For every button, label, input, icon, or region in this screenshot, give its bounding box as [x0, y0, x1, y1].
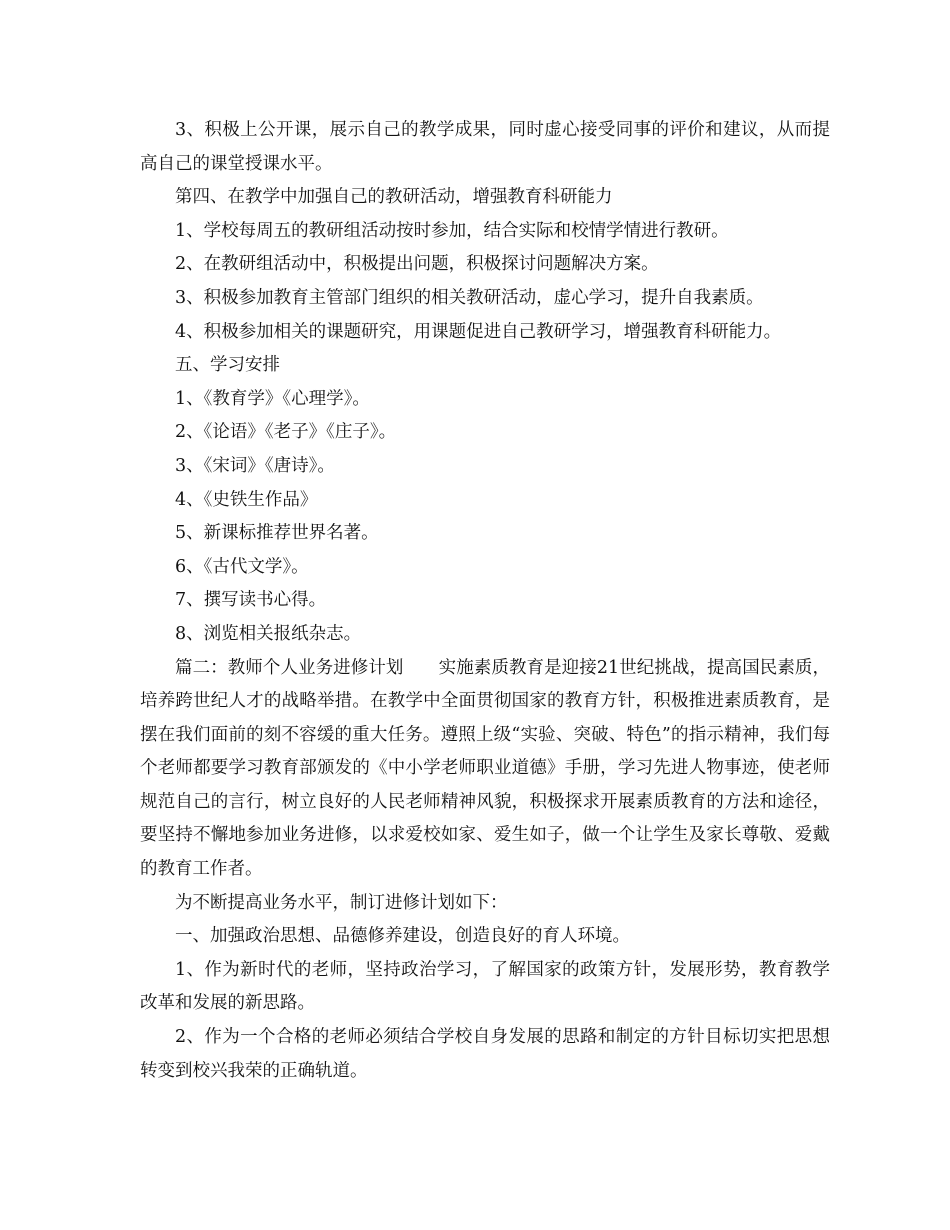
document-body: [140, 114, 830, 1088]
paragraph-1: 3、积极上公开课，展示自己的教学成果，同时虚心接受同事的评价和建议，从而提高自己的课堂授课水平。: [140, 120, 830, 174]
list-item-2: 2、《论语》《老子》《庄子》。: [175, 422, 397, 443]
paragraph-5: 3、积极参加教育主管部门组织的相关教研活动，虚心学习，提升自我素质。: [175, 287, 764, 308]
paragraph-4: 2、在教研组活动中，积极提出问题，积极探讨问题解决方案。: [175, 254, 659, 275]
list-item-7: 7、撰写读书心得。: [175, 590, 327, 611]
paragraph-10: 一、加强政治思想、品德修养建设，创造良好的育人环境。: [175, 926, 630, 947]
paragraph-3: 1、学校每周五的教研组活动按时参加，结合实际和校情学情进行教研。: [175, 220, 729, 241]
list-item-5: 5、新课标推荐世界名著。: [175, 523, 379, 544]
paragraph-8: 篇二：教师个人业务进修计划 实施素质教育是迎接21世纪挑战，提高国民素质，培养跨世纪人才的战略举措。在教学中全面贯彻国家的教育方针，积极推进素质教育，是摆在我们面前的刻不容缓的重大任务。遵照上级“实验、突破、特色”的指示精神，我们每个老师都要学习教育部颁发的《中小学老师职业道德》手册，学习先进人物事迹，使老师规范自己的言行，树立良好的人民老师精神风貌，积极探求开展素质教育的方法和途径，要坚持不懈地参加业务进修，以求爱校如家、爱生如子，做一个让学生及家长尊敬、爱戴的教育工作者。: [140, 657, 830, 880]
list-item-4: 4、《史铁生作品》: [175, 489, 318, 510]
list-item-1: 1、《教育学》《心理学》。: [175, 388, 370, 409]
paragraph-9: 为不断提高业务水平，制订进修计划如下：: [175, 892, 508, 913]
list-item-6: 6、《古代文学》。: [175, 556, 309, 577]
paragraph-12: 2、作为一个合格的老师必须结合学校自身发展的思路和制定的方针目标切实把思想转变到校兴我荣的正确轨道。: [140, 1027, 830, 1081]
list-item-8: 8、浏览相关报纸杂志。: [175, 623, 362, 644]
paragraph-11: 1、作为新时代的老师，坚持政治学习，了解国家的政策方针，发展形势，教育教学改革和发展的新思路。: [140, 959, 830, 1014]
paragraph-2: 第四、在教学中加强自己的教研活动，增强教育科研能力: [175, 187, 613, 208]
paragraph-7: 五、学习安排: [175, 355, 280, 376]
paragraph-6: 4、积极参加相关的课题研究，用课题促进自己教研学习，增强教育科研能力。: [175, 321, 782, 342]
list-item-3: 3、《宋词》《唐诗》。: [175, 455, 335, 476]
